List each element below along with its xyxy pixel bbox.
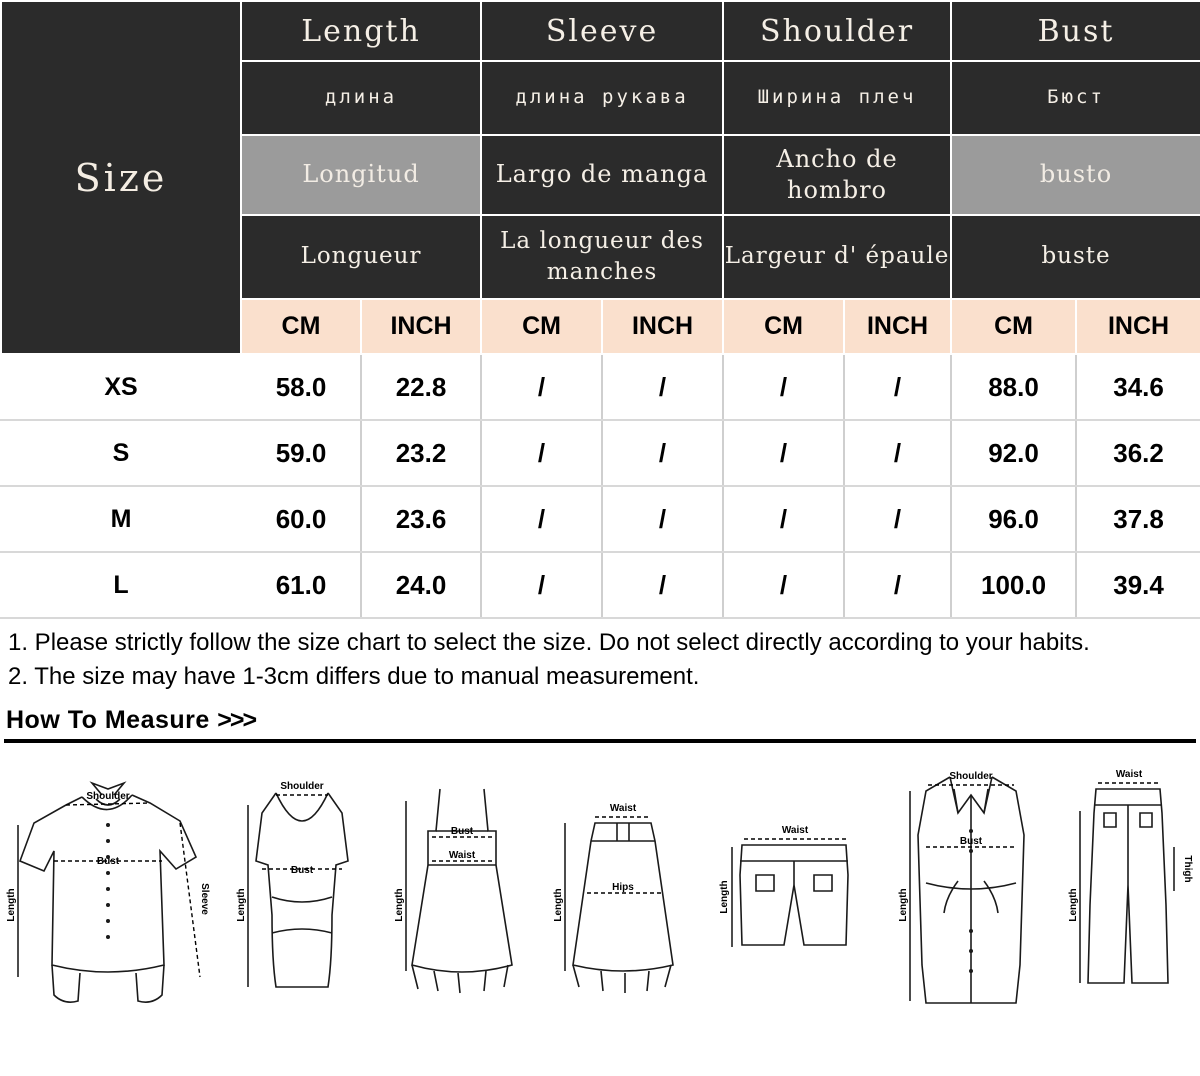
- label-length: Length: [235, 888, 247, 922]
- row-size-label: XS: [1, 354, 241, 420]
- column-header-bust-ru: Бюст: [951, 61, 1200, 135]
- cell-bust-inch: 37.8: [1076, 486, 1200, 552]
- header-row-english: [1, 1, 1200, 61]
- chevron-right-icon: >>>: [217, 705, 256, 734]
- label-waist: Waist: [610, 802, 637, 814]
- size-corner-cell: Size: [1, 1, 241, 354]
- label-length: Length: [553, 888, 565, 922]
- label-shoulder: Shoulder: [86, 790, 130, 802]
- cell-shoulder-inch: /: [844, 420, 951, 486]
- unit-shoulder-cm: CM: [723, 299, 844, 354]
- figure-shorts: [716, 765, 876, 1015]
- label-length: Length: [393, 888, 405, 922]
- label-length: Length: [1067, 888, 1079, 922]
- column-header-length-fr: Longueur: [241, 215, 481, 299]
- cell-length-cm: 59.0: [241, 420, 361, 486]
- label-bust: Bust: [96, 855, 120, 867]
- label-hips: Hips: [612, 881, 635, 893]
- row-size-label: L: [1, 552, 241, 618]
- unit-sleeve-cm: CM: [481, 299, 602, 354]
- column-header-length-ru: длина: [241, 61, 481, 135]
- label-waist: Waist: [448, 849, 475, 861]
- unit-bust-inch: INCH: [1076, 299, 1200, 354]
- row-size-label: M: [1, 486, 241, 552]
- how-to-measure-title: How To Measure: [6, 705, 210, 734]
- label-length: Length: [719, 880, 731, 914]
- label-length: Length: [898, 888, 910, 922]
- cell-shoulder-cm: /: [723, 552, 844, 618]
- label-bust: Bust: [450, 825, 473, 837]
- cell-shoulder-cm: /: [723, 354, 844, 420]
- column-header-shoulder-ru: Ширина плеч: [723, 61, 951, 135]
- table-row: [1, 420, 1200, 486]
- cell-sleeve-inch: /: [602, 354, 723, 420]
- label-shoulder: Shoulder: [949, 770, 993, 782]
- column-header-sleeve-en: Sleeve: [481, 1, 723, 61]
- cell-shoulder-cm: /: [723, 420, 844, 486]
- how-to-measure-heading: [6, 706, 1200, 735]
- cell-bust-inch: 39.4: [1076, 552, 1200, 618]
- column-header-sleeve-ru: длина рукава: [481, 61, 723, 135]
- column-header-sleeve-fr: La longueur des manches: [481, 215, 723, 299]
- cell-sleeve-inch: /: [602, 552, 723, 618]
- column-header-bust-es: busto: [951, 135, 1200, 215]
- unit-bust-cm: CM: [951, 299, 1076, 354]
- unit-length-inch: INCH: [361, 299, 481, 354]
- cell-bust-cm: 92.0: [951, 420, 1076, 486]
- label-bust: Bust: [290, 864, 313, 876]
- figure-skirt: [551, 765, 696, 1015]
- cell-bust-cm: 96.0: [951, 486, 1076, 552]
- unit-length-cm: CM: [241, 299, 361, 354]
- column-header-bust-fr: buste: [951, 215, 1200, 299]
- note-2: 2. The size may have 1-3cm differs due to manual measurement.: [8, 663, 700, 691]
- label-thigh: Thigh: [1181, 855, 1193, 883]
- cell-bust-cm: 100.0: [951, 552, 1076, 618]
- cell-length-inch: 24.0: [361, 552, 481, 618]
- cell-sleeve-inch: /: [602, 486, 723, 552]
- column-header-shoulder-en: Shoulder: [723, 1, 951, 61]
- table-row: [1, 354, 1200, 420]
- label-bust: Bust: [960, 835, 983, 847]
- unit-shoulder-inch: INCH: [844, 299, 951, 354]
- cell-sleeve-cm: /: [481, 486, 602, 552]
- cell-shoulder-inch: /: [844, 486, 951, 552]
- column-header-sleeve-es: Largo de manga: [481, 135, 723, 215]
- figure-coat: [896, 755, 1046, 1015]
- cell-shoulder-cm: /: [723, 486, 844, 552]
- cell-length-inch: 23.6: [361, 486, 481, 552]
- label-waist: Waist: [782, 824, 809, 836]
- note-1: 1. Please strictly follow the size chart to select the size. Do not select directly according to your habits.: [8, 629, 1090, 656]
- cell-bust-cm: 88.0: [951, 354, 1076, 420]
- figure-pants: [1066, 765, 1196, 1015]
- cell-sleeve-cm: /: [481, 420, 602, 486]
- unit-sleeve-inch: INCH: [602, 299, 723, 354]
- row-size-label: S: [1, 420, 241, 486]
- cell-bust-inch: 36.2: [1076, 420, 1200, 486]
- column-header-shoulder-fr: Largeur d' épaule: [723, 215, 951, 299]
- cell-length-cm: 60.0: [241, 486, 361, 552]
- column-header-shoulder-es: Ancho de hombro: [723, 135, 951, 215]
- cell-sleeve-inch: /: [602, 420, 723, 486]
- cell-shoulder-inch: /: [844, 552, 951, 618]
- cell-length-cm: 58.0: [241, 354, 361, 420]
- label-waist: Waist: [1115, 768, 1143, 780]
- column-header-length-es: Longitud: [241, 135, 481, 215]
- measure-figures: [0, 743, 1200, 1015]
- cell-length-inch: 22.8: [361, 354, 481, 420]
- cell-bust-inch: 34.6: [1076, 354, 1200, 420]
- table-row: [1, 552, 1200, 618]
- figure-blouse: [4, 765, 212, 1015]
- cell-sleeve-cm: /: [481, 354, 602, 420]
- label-length: Length: [6, 888, 17, 922]
- table-row: [1, 486, 1200, 552]
- cell-length-inch: 23.2: [361, 420, 481, 486]
- cell-shoulder-inch: /: [844, 354, 951, 420]
- column-header-length-en: Length: [241, 1, 481, 61]
- label-shoulder: Shoulder: [280, 780, 324, 792]
- cell-sleeve-cm: /: [481, 552, 602, 618]
- size-notes: [0, 619, 1200, 694]
- cell-length-cm: 61.0: [241, 552, 361, 618]
- figure-tank-top: [232, 765, 372, 1015]
- figure-dress: [392, 765, 532, 1015]
- column-header-bust-en: Bust: [951, 1, 1200, 61]
- label-sleeve: Sleeve: [199, 882, 210, 915]
